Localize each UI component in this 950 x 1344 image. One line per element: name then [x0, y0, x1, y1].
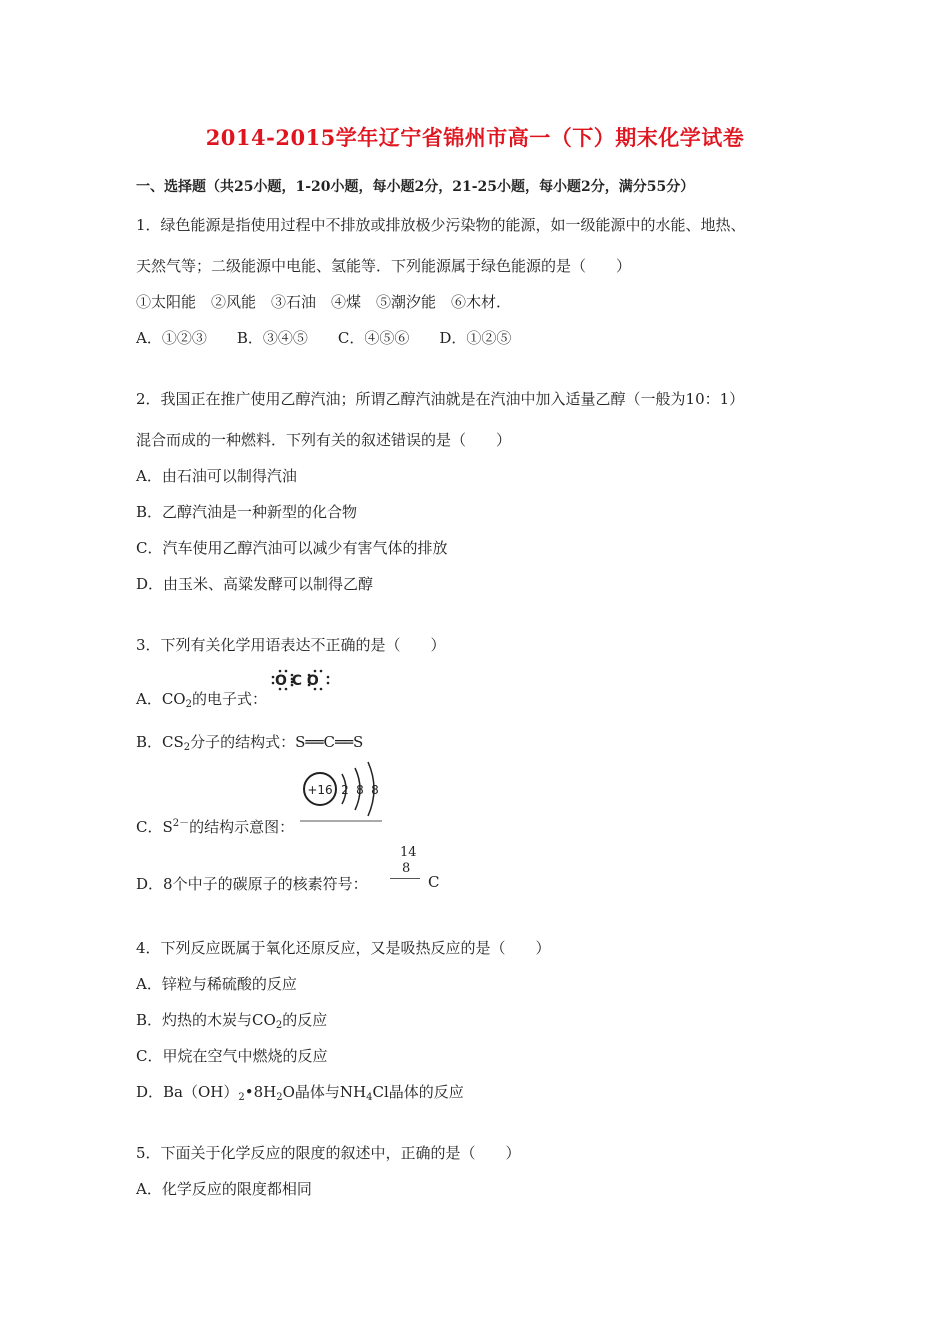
shell-2-count: 8 [356, 783, 364, 797]
q3-c-text-post: 的结构示意图： [189, 818, 295, 836]
q5-stem: 5．下面关于化学反应的限度的叙述中，正确的是（ ） [136, 1144, 521, 1162]
q3-a-text: A．CO [136, 690, 186, 708]
q4-b-subscript: 2 [275, 1020, 283, 1031]
q4-b-text: B．灼热的木炭与CO [136, 1011, 276, 1029]
co2-formula-letters: O C O [275, 673, 319, 689]
q4-b-text-post: 的反应 [282, 1011, 328, 1029]
q2-line1: 2．我国正在推广使用乙醇汽油；所谓乙醇汽油就是在汽油中加入适量乙醇（一般为10：1） [136, 390, 745, 408]
q3-b-subscript: 2 [183, 742, 191, 753]
mass-number: 14 [400, 845, 417, 860]
q4-d-text: D．Ba（OH） [136, 1083, 239, 1101]
q4-d-text-mid2: O晶体与NH [282, 1083, 367, 1101]
q3-a-text-post: 的电子式： [191, 690, 267, 708]
q2-line2: 混合而成的一种燃料．下列有关的叙述错误的是（ ） [136, 431, 512, 449]
q3-c-text: C．S [136, 818, 173, 836]
q5-option-a: A．化学反应的限度都相同 [136, 1180, 312, 1198]
nuclide-element: C [428, 873, 440, 891]
q1-line3: ①太阳能 ②风能 ③石油 ④煤 ⑤潮汐能 ⑥木材． [136, 293, 512, 311]
q4-d-subscript-2: 2 [276, 1092, 283, 1103]
q3-option-d: D．8个中子的碳原子的核素符号： [136, 875, 368, 893]
q1-line2: 天然气等；二级能源中电能、氢能等．下列能源属于绿色能源的是（ ） [136, 257, 632, 275]
q3-a-subscript: 2 [185, 699, 192, 710]
q2-option-a: A．由石油可以制得汽油 [136, 467, 297, 485]
q4-option-d [136, 1081, 464, 1103]
q2-option-c: C．汽车使用乙醇汽油可以减少有害气体的排放 [136, 539, 448, 557]
q4-option-a: A．锌粒与稀硫酸的反应 [136, 975, 297, 993]
q4-d-subscript-3: 4 [366, 1092, 373, 1103]
q4-option-b [136, 1009, 327, 1031]
q4-option-c: C．甲烷在空气中燃烧的反应 [136, 1047, 328, 1065]
q2-option-d: D．由玉米、高粱发酵可以制得乙醇 [136, 575, 374, 593]
nucleus-charge: +16 [307, 783, 333, 797]
q1-line1: 1．绿色能源是指使用过程中不排放或排放极少污染物的能源，如一级能源中的水能、地热、 [136, 216, 746, 234]
q4-d-text-mid: •8H [244, 1083, 277, 1101]
q4-d-subscript-1: 2 [238, 1092, 245, 1103]
q1-options: A．①②③ B．③④⑤ C．④⑤⑥ D．①②⑤ [136, 329, 512, 347]
q3-option-b [136, 731, 363, 753]
page-title: 2014-2015学年辽宁省锦州市高一（下）期末化学试卷 [205, 125, 745, 150]
shell-1-count: 2 [341, 783, 349, 797]
sulfide-ion-structure-diagram [300, 760, 384, 824]
co2-electron-formula [270, 668, 332, 692]
q3-b-text-post: 分子的结构式：S══C══S [190, 733, 364, 751]
section-heading: 一、选择题（共25小题，1-20小题，每小题2分，21-25小题，每小题2分，满分55分） [136, 179, 695, 195]
atomic-number: 8 [402, 861, 411, 876]
q3-b-text: B．CS [136, 733, 184, 751]
q3-c-superscript: 2－ [172, 818, 190, 829]
q4-d-text-post: Cl晶体的反应 [372, 1083, 464, 1101]
q3-option-a [136, 688, 267, 710]
nuclide-divider [390, 878, 420, 879]
q4-stem: 4．下列反应既属于氧化还原反应，又是吸热反应的是（ ） [136, 939, 551, 957]
q2-option-b: B．乙醇汽油是一种新型的化合物 [136, 503, 358, 521]
shell-3-count: 8 [371, 783, 379, 797]
q3-option-c [136, 814, 294, 837]
q3-stem: 3．下列有关化学用语表达不正确的是（ ） [136, 636, 446, 654]
